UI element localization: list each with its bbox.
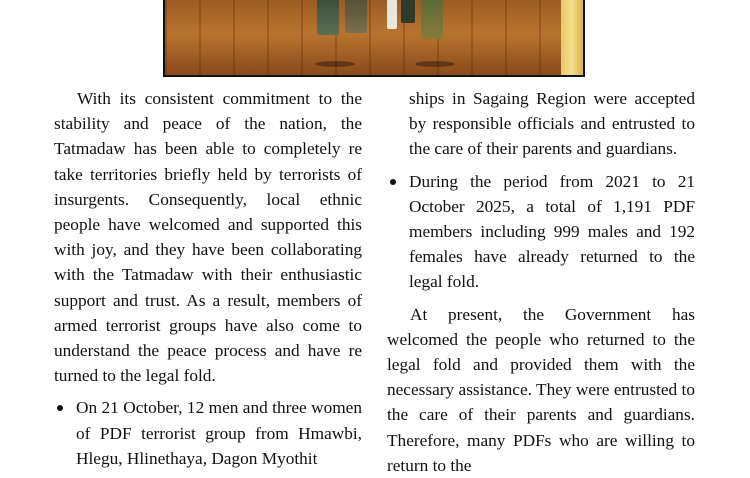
person-figure — [345, 0, 367, 33]
person-figure — [387, 0, 397, 29]
bullet-item — [387, 169, 695, 295]
wooden-floor — [165, 0, 583, 75]
floor-shadow — [315, 61, 355, 67]
bullet-icon — [390, 179, 396, 185]
bullet-continuation: ships in Sagaing Region were accepted by responsible officials and entrusted to the care of their parents and guardians. — [409, 89, 695, 159]
person-figure — [317, 0, 339, 35]
person-figure — [401, 0, 415, 23]
person-figure — [421, 0, 443, 39]
left-text-column — [54, 86, 362, 471]
floor-shadow — [415, 61, 455, 67]
news-photo — [163, 0, 585, 77]
body-paragraph: At present, the Government has welcomed the people who returned to the legal fold and provided them with the necessary assistance. They were entrusted to the care of their parents and guardians. Therefore, many PDFs who are willing to return to the — [387, 304, 695, 475]
bullet-icon — [57, 405, 63, 411]
right-text-column — [387, 86, 695, 478]
intro-paragraph: With its consistent commitment to the stability and peace of the nation, the Tatmadaw has been able to completely re take territories briefly held by terrorists of insurgents. Consequently, local ethnic people have welcomed and supported this with joy, and they have been collaborating with the Tatmadaw with their enthusiastic support and trust. As a result, members of armed terrorist groups have also come to understand the peace process and have re turned to the legal fold. — [54, 89, 362, 386]
gold-curtain — [561, 0, 583, 75]
bullet-text: On 21 October, 12 men and three women of PDF terrorist group from Hmawbi, Hlegu, Hlinethaya, Dagon Myothit — [76, 398, 362, 468]
bullet-text: During the period from 2021 to 21 October 2025, a total of 1,191 PDF members including 999 males and 192 females have already returned to the legal fold. — [409, 171, 695, 292]
